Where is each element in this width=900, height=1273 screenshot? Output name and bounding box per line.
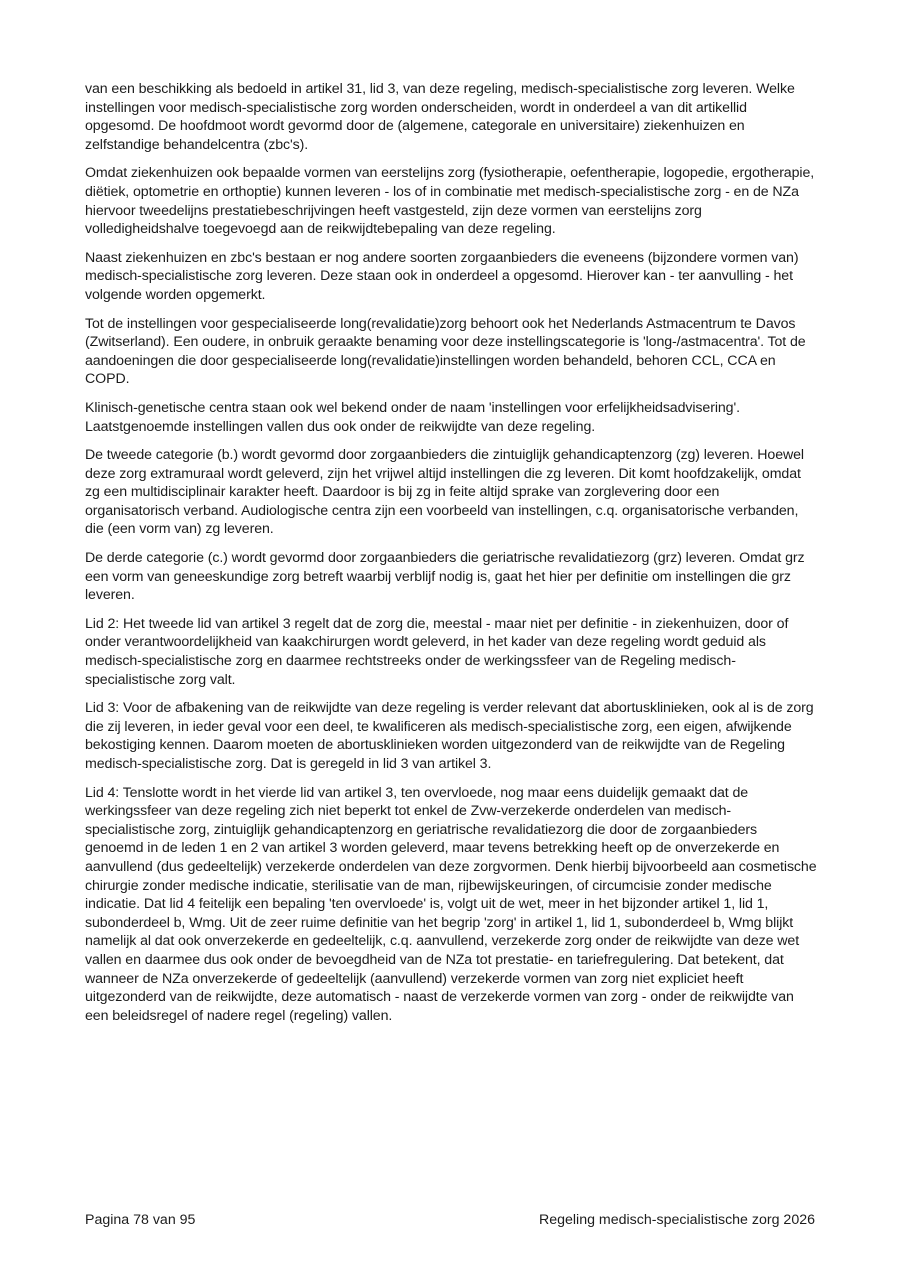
footer-document-title: Regeling medisch-specialistische zorg 2026 [538, 1212, 815, 1228]
paragraph: van een beschikking als bedoeld in artikel 31, lid 3, van deze regeling, medisch-specialistische zorg leveren. Welke instellingen voor medisch-specialistische zorg worden onderscheiden, wordt in onderdeel a van dit artikellid opgesomd. De hoofdmoot wordt gevormd door de (algemene, categorale en universitaire) ziekenhuizen en zelfstandige behandelcentra (zbc's). [85, 81, 795, 153]
paragraph: De derde categorie (c.) wordt gevormd door zorgaanbieders die geriatrische revalidatiezorg (grz) leveren. Omdat grz een vorm van geneeskundige zorg betreft waarbij verblijf nodig is, gaat het hier per definitie om instellingen die grz leveren. [85, 550, 805, 604]
document-body [85, 80, 817, 1035]
paragraph: Omdat ziekenhuizen ook bepaalde vormen van eerstelijns zorg (fysiotherapie, oefentherapie, logopedie, ergotherapie, diëtiek, optometrie en orthoptie) kunnen leveren - los of in combinatie met medisch-specialistische zorg - en de NZa hiervoor tweedelijns prestatiebeschrijvingen heeft vastgesteld, zijn deze vormen van eerstelijns zorg volledigheidshalve toegevoegd aan de reikwijdtebepaling van deze regeling. [85, 165, 815, 238]
paragraph: Lid 3: Voor de afbakening van de reikwijdte van deze regeling is verder relevant dat abortusklinieken, ook al is de zorg die zij leveren, in ieder geval voor een deel, te kwalificeren als medisch-specialistische zorg, een eigen, afwijkende bekostiging kennen. Daarom moeten de abortusklinieken worden uitgezonderd van de reikwijdte van de Regeling medisch-specialistische zorg. Dat is geregeld in lid 3 van artikel 3. [85, 700, 814, 772]
footer-page-number: Pagina 78 van 95 [85, 1212, 196, 1228]
paragraph: Naast ziekenhuizen en zbc's bestaan er nog andere soorten zorgaanbieders die eveneens (bijzondere vormen van) medisch-specialistische zorg leveren. Deze staan ook in onderdeel a opgesomd. Hierover kan - ter aanvulling - het volgende worden opgemerkt. [85, 249, 799, 303]
paragraph: De tweede categorie (b.) wordt gevormd door zorgaanbieders die zintuiglijk gehandicaptenzorg (zg) leveren. Hoewel deze zorg extramuraal wordt geleverd, zijn het vrijwel altijd instellingen die zg leveren. Dit komt hoofdzakelijk, omdat zg een multidisciplinair karakter heeft. Daardoor is bij zg in feite altijd sprake van zorglevering door een organisatorisch verband. Audiologische centra zijn een voorbeeld van instellingen, c.q. organisatorische verbanden, die (een vorm van) zg leveren. [85, 447, 804, 538]
paragraph: Klinisch-genetische centra staan ook wel bekend onder de naam 'instellingen voor erfelijkheidsadvisering'. Laatstgenoemde instellingen vallen dus ook onder de reikwijdte van deze regeling. [85, 399, 740, 435]
paragraph: Lid 2: Het tweede lid van artikel 3 regelt dat de zorg die, meestal - maar niet per definitie - in ziekenhuizen, door of onder verantwoordelijkheid van kaakchirurgen wordt geleverd, in het kader van deze regeling wordt geduid als medisch-specialistische zorg en daarmee rechtstreeks onder de werkingssfeer van de Regeling medisch-specialistische zorg valt. [85, 615, 789, 688]
page-footer [85, 1211, 815, 1229]
paragraph: Lid 4: Tenslotte wordt in het vierde lid van artikel 3, ten overvloede, nog maar eens duidelijk gemaakt dat de werkingssfeer van deze regeling zich niet beperkt tot enkel de Zvw-verzekerde onderdelen van medisch-specialistische zorg, zintuiglijk gehandicaptenzorg en geriatrische revalidatiezorg die door de zorgaanbieders genoemd in de leden 1 en 2 van artikel 3 worden geleverd, maar tevens betrekking heeft op de onverzekerde en aanvullend (dus gedeeltelijk) verzekerde onderdelen van deze zorgvormen. Denk hierbij bijvoorbeeld aan cosmetische chirurgie zonder medische indicatie, sterilisatie van de man, rijbewijskeuringen, of circumcisie zonder medische indicatie. Dat lid 4 feitelijk een bepaling 'ten overvloede' is, volgt uit de wet, meer in het bijzonder artikel 1, lid 1, subonderdeel b, Wmg. Uit de zeer ruime definitie van het begrip 'zorg' in artikel 1, lid 1, subonderdeel b, Wmg blijkt namelijk al dat ook onverzekerde en gedeeltelijk, c.q. aanvullend, verzekerde zorg onder de reikwijdte van deze wet vallen en daarmee dus ook onder de bevoegdheid van de NZa tot prestatie- en tariefregulering. Dat betekent, dat wanneer de NZa onverzekerde of gedeeltelijk (aanvullend) verzekerde vormen van zorg niet expliciet heeft uitgezonderd van de reikwijdte, deze automatisch - naast de verzekerde vormen van zorg - onder de reikwijdte van een beleidsregel of nadere regel (regeling) vallen. [85, 784, 817, 1024]
paragraph: Tot de instellingen voor gespecialiseerde long(revalidatie)zorg behoort ook het Nederlands Astmacentrum te Davos (Zwitserland). Een oudere, in onbruik geraakte benaming voor deze instellingscategorie is 'long-/astmacentra'. Tot de aandoeningen die door gespecialiseerde long(revalidatie)instellingen worden behandeld, behoren CCL, CCA en COPD. [85, 315, 806, 388]
